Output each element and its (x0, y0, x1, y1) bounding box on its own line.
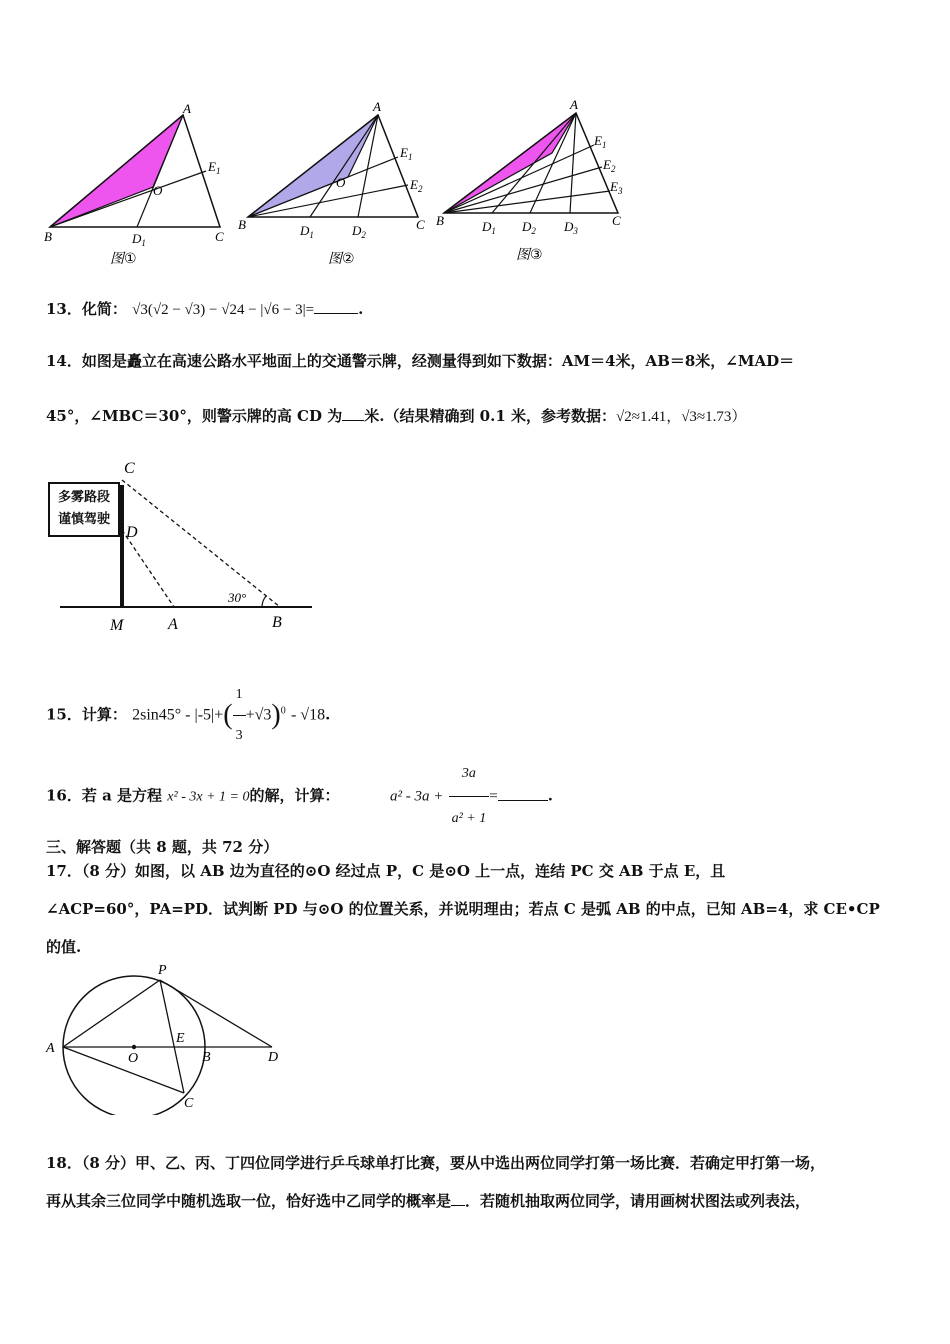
svg-text:B: B (238, 217, 246, 232)
svg-text:D: D (268, 1050, 279, 1065)
svg-text:O: O (336, 175, 346, 190)
q13-expression: √3(√2 − √3) − √24 − |√6 − 3| (132, 302, 306, 318)
q16-answer-blank[interactable] (498, 800, 548, 801)
svg-text:E1: $E_1$ (594, 133, 607, 150)
svg-text:D2: $D_2$ (352, 223, 366, 240)
sign-diagram (40, 455, 330, 640)
svg-text:P: P (158, 963, 167, 978)
question-14-line2: 45°，∠MBC＝30°，则警示牌的高 CD 为 米.（结果精确到 0.1 米，参考数据：√2≈1.41，√3≈1.73） (46, 407, 747, 425)
q18-answer-blank[interactable] (451, 1205, 465, 1206)
circle-diagram (42, 960, 292, 1115)
fig1-caption: 图① (110, 251, 137, 267)
svg-text:B: B (436, 213, 444, 228)
question-18-line1: 18．（8 分）甲、乙、丙、丁四位同学进行乒乓球单打比赛，要从中选出两位同学打第一场比赛．若确定甲打第一场， (46, 1154, 826, 1172)
figure-1 (44, 101, 224, 267)
svg-text:B: B (202, 1050, 211, 1065)
figure-2 (238, 99, 425, 267)
q15-expr-a: 2sin45° - |-5|+ (132, 706, 224, 724)
svg-text:C: C (124, 460, 135, 477)
svg-text:E2: $E_2$ (410, 177, 423, 194)
svg-text:D1: $D_1$ (482, 219, 496, 236)
svg-text:B: B (44, 229, 52, 244)
question-14-line1: 14．如图是矗立在高速公路水平地面上的交通警示牌，经测量得到如下数据：AM＝4米，AB＝8米，∠MAD＝ (46, 352, 795, 370)
svg-text:E1: $E_1$ (208, 159, 221, 176)
q13-answer-blank[interactable] (314, 313, 358, 314)
svg-text:D1: $D_1$ (300, 223, 314, 240)
svg-text:E2: $E_2$ (603, 157, 616, 174)
sign-text-2: 谨慎驾驶 (57, 512, 110, 527)
fig3-caption: 图③ (516, 247, 543, 263)
svg-text:O: O (128, 1051, 139, 1066)
svg-text:D1: $D_1$ (132, 231, 146, 248)
svg-text:E3: $E_3$ (610, 179, 623, 196)
q16-equation: x² - 3x + 1 = 0 (167, 789, 250, 805)
svg-text:C: C (184, 1096, 194, 1111)
section-3-title: 三、解答题（共 8 题，共 72 分） (46, 838, 279, 856)
question-17-line2: ∠ACP=60°，PA=PD．试判断 PD 与⊙O 的位置关系，并说明理由；若点 C 是弧 AB 的中点，已知 AB=4，求 CE•CP (46, 900, 880, 918)
svg-text:30°: 30° (228, 590, 247, 605)
question-18-line2: 再从其余三位同学中随机选取一位，恰好选中乙同学的概率是 ．若随机抽取两位同学，请用画树状图法或列表法， (46, 1192, 811, 1210)
question-17-line3: 的值. (46, 938, 82, 956)
q14-answer-blank[interactable] (342, 420, 364, 421)
question-16: 16．若 a 是方程 x² - 3x + 1 = 0的解，计算： a² - 3a + $\frac{3a}{\text{a² + 1}}$ = . (46, 752, 553, 841)
svg-text:C: C (215, 229, 224, 244)
svg-text:C: C (612, 213, 621, 228)
svg-text:B: B (272, 614, 282, 631)
q14-ref-sqrt2: √2≈1.41， (615, 409, 682, 425)
figure-3 (436, 97, 623, 263)
svg-text:O: O (153, 183, 163, 198)
svg-text:A: A (168, 616, 178, 633)
question-15: 15．计算： 2sin45° - |-5|+( $\frac{1}{3}$ +√3)$^0$ - √18. (46, 675, 330, 756)
sign-text-1: 多雾路段 (57, 490, 110, 505)
question-17-line1: 17．（8 分）如图，以 AB 边为直径的⊙O 经过点 P，C 是⊙O 上一点，连结 PC 交 AB 于点 E，且 (46, 862, 726, 880)
svg-text:C: C (416, 217, 425, 232)
svg-text:A: A (183, 101, 191, 116)
svg-text:M: M (110, 617, 124, 634)
svg-text:D: D (126, 524, 138, 541)
svg-text:E1: $E_1$ (400, 145, 413, 162)
svg-text:A: A (373, 99, 381, 114)
svg-text:E: E (176, 1031, 185, 1046)
triangle-figures (40, 95, 630, 270)
svg-text:A: A (46, 1041, 55, 1056)
question-13: 13．化简： √3(√2 − √3) − √24 − |√6 − 3|= . (46, 300, 364, 318)
svg-text:D2: $D_2$ (522, 219, 536, 236)
fig2-caption: 图② (328, 251, 355, 267)
svg-text:A: A (570, 97, 578, 112)
svg-text:D3: $D_3$ (564, 219, 578, 236)
q14-ref-sqrt3: √3≈1.73） (681, 409, 747, 425)
q13-prefix: 13．化简： (46, 300, 127, 318)
